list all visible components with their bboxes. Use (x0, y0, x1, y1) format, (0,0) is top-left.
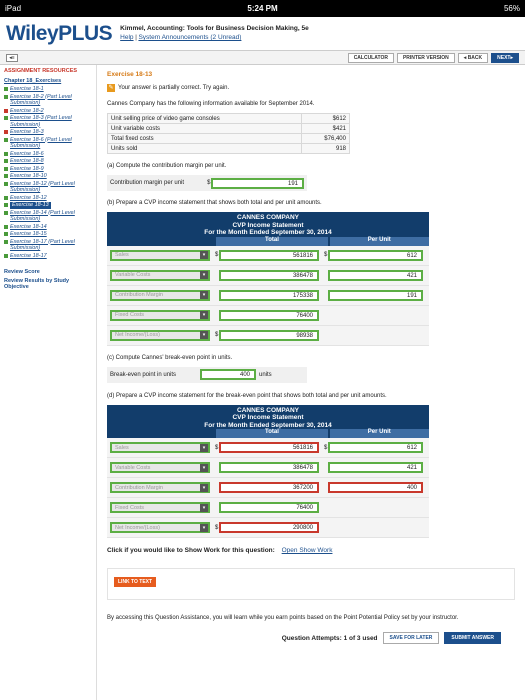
line-item-label: Sales (115, 252, 129, 258)
breakeven-label: Break-even point in units (110, 371, 177, 378)
sidebar-exercise-item[interactable] (4, 129, 92, 136)
statement-row (107, 478, 429, 498)
dropdown-arrow-icon: ▾ (200, 504, 208, 512)
per-unit-cell (324, 250, 423, 261)
line-item-select[interactable] (110, 270, 210, 281)
line-item-label: Contribution Margin (115, 292, 163, 298)
exercise-link[interactable]: Exercise 18-8 (10, 158, 44, 164)
exercise-link[interactable]: Exercise 18-12 (10, 194, 47, 201)
dropdown-arrow-icon: ▾ (200, 464, 208, 472)
assistance-box (107, 568, 515, 600)
per-unit-cell (324, 442, 423, 453)
exercise-link[interactable]: Exercise 18-2 (Part Level Submission) (10, 93, 72, 106)
status-check-icon (4, 211, 8, 215)
total-input[interactable]: 175338 (219, 290, 319, 301)
link-to-text-button[interactable]: LINK TO TEXT (114, 577, 156, 587)
dollar-sign: $ (215, 444, 219, 451)
sidebar-exercise-item[interactable] (4, 151, 92, 158)
separator: | (135, 35, 137, 41)
line-item-label: Contribution Margin (115, 484, 163, 491)
total-cell (215, 330, 319, 341)
sidebar-exercise-item[interactable] (4, 210, 92, 223)
exercise-link[interactable]: Exercise 18-10 (10, 173, 47, 179)
status-check-icon (4, 130, 8, 134)
total-input[interactable]: 98938 (219, 330, 319, 341)
wileyplus-logo[interactable]: WileyPLUS (6, 21, 113, 45)
status-check-icon (4, 232, 8, 236)
status-check-icon (4, 174, 8, 178)
statement-header (107, 405, 429, 430)
sidebar-exercise-item[interactable] (4, 86, 92, 93)
status-check-icon (4, 182, 8, 186)
exercise-link[interactable]: Exercise 18-17 (Part Level Submission) (10, 238, 75, 251)
line-item-select[interactable] (110, 462, 210, 473)
info-label: Units sold (108, 144, 302, 154)
clock: 5:24 PM (247, 4, 278, 13)
statement-row (107, 438, 429, 458)
info-label: Unit variable costs (108, 124, 302, 134)
exercise-link[interactable]: Exercise 18-3 (10, 129, 44, 135)
cvp-statement-d (107, 405, 429, 539)
col-total: Total (216, 237, 327, 246)
part-b-prompt: (b) Prepare a CVP income statement that shows both total and per unit amounts. (107, 200, 322, 206)
cvp-statement-b (107, 212, 429, 346)
show-work-row (107, 547, 515, 554)
line-item-label: Fixed Costs (115, 504, 145, 511)
open-show-work-link[interactable]: Open Show Work (281, 547, 333, 554)
per-unit-input[interactable]: 400 (328, 482, 423, 493)
exercise-link[interactable]: Exercise 18-17 (10, 252, 47, 259)
dropdown-arrow-icon: ▾ (200, 311, 208, 319)
statement-row (107, 286, 429, 306)
line-item-label: Variable Costs (115, 272, 151, 278)
col-total: Total (216, 429, 327, 438)
info-row (108, 124, 350, 134)
statement-name: CVP Income Statement (232, 221, 304, 229)
statement-row (107, 458, 429, 478)
status-check-icon (4, 138, 8, 142)
exercise-link[interactable]: Exercise 18-2 (10, 107, 44, 114)
total-input[interactable]: 386478 (219, 270, 319, 281)
question-panel (97, 65, 525, 700)
sidebar-heading: ASSIGNMENT RESOURCES (4, 68, 78, 74)
collapse-sidebar-icon[interactable]: ◂≡ (6, 54, 18, 62)
statement-row (107, 246, 429, 266)
per-unit-cell (324, 482, 423, 493)
total-input[interactable]: 367200 (219, 482, 319, 493)
given-info-table (107, 113, 350, 154)
course-title: Kimmel, Accounting: Tools for Business Decision Making, 5e (120, 25, 309, 32)
assistance-note: By accessing this Question Assistance, you will learn while you earn points based on the Point Potential Policy set by your instructor. (107, 615, 459, 621)
per-unit-input[interactable]: 421 (328, 462, 423, 473)
exercise-link[interactable]: Exercise 18-6 (Part Level Submission) (10, 136, 72, 149)
total-cell (215, 522, 319, 533)
statement-company: CANNES COMPANY (237, 406, 299, 414)
statement-header (107, 212, 429, 237)
submit-answer-button[interactable]: SUBMIT ANSWER (444, 632, 501, 644)
total-input[interactable]: 561816 (219, 250, 319, 261)
total-cell (215, 270, 319, 281)
per-unit-cell (324, 462, 423, 473)
printer-version-button[interactable]: PRINTER VERSION (397, 53, 455, 63)
status-check-icon (4, 87, 8, 91)
per-unit-input[interactable]: 421 (328, 270, 423, 281)
sidebar-exercise-item[interactable] (4, 202, 92, 209)
total-input[interactable]: 561816 (219, 442, 319, 453)
statement-row (107, 498, 429, 518)
footer-bar (107, 632, 515, 644)
part-d-prompt: (d) Prepare a CVP income statement for the break-even point that shows both total and per unit amounts. (107, 392, 387, 399)
total-cell (215, 250, 319, 261)
cm-answer-row (107, 175, 307, 191)
line-item-select[interactable] (110, 522, 210, 533)
line-item-select[interactable] (110, 442, 210, 453)
total-cell (215, 482, 319, 493)
info-value: 918 (301, 144, 349, 154)
calculator-button[interactable]: CALCULATOR (348, 53, 394, 63)
back-button[interactable]: ◂ BACK (458, 53, 488, 63)
part-c-prompt: (c) Compute Cannes' break-even point in units. (107, 354, 233, 361)
partial-correct-message (107, 84, 515, 92)
info-row (108, 114, 350, 124)
sidebar-exercise-item[interactable] (4, 224, 92, 231)
total-input[interactable]: 76400 (219, 310, 319, 321)
exercise-title: Exercise 18-13 (107, 71, 153, 78)
statement-period: For the Month Ended September 30, 2014 (204, 229, 332, 236)
dropdown-arrow-icon: ▾ (200, 251, 208, 259)
statement-columns (107, 237, 429, 246)
exercise-link[interactable]: Exercise 18-15 (10, 231, 47, 237)
sidebar-exercise-item[interactable] (4, 94, 92, 107)
total-input[interactable]: 386478 (219, 462, 319, 473)
review-score-link[interactable]: Review Score (4, 269, 40, 275)
per-unit-cell (324, 290, 423, 301)
exercise-link[interactable]: Exercise 18-14 (10, 223, 47, 230)
exercise-link[interactable]: Exercise 18-9 (10, 165, 44, 172)
sidebar-exercise-item[interactable] (4, 253, 92, 260)
line-item-select[interactable] (110, 502, 210, 513)
part-a-prompt: (a) Compute the contribution margin per unit. (107, 163, 227, 169)
dollar-sign: $ (215, 332, 219, 338)
info-label: Unit selling price of video game consoles (108, 114, 302, 124)
status-check-icon (4, 203, 8, 207)
status-check-icon (4, 109, 8, 113)
total-input[interactable]: 76400 (219, 502, 319, 513)
per-unit-input[interactable]: 612 (328, 442, 423, 453)
course-info (120, 24, 309, 43)
toolbar (0, 51, 525, 65)
status-bar (0, 0, 525, 17)
dropdown-arrow-icon: ▾ (200, 524, 208, 532)
info-value: $612 (301, 114, 349, 124)
sidebar-exercise-item[interactable] (4, 231, 92, 238)
dollar-sign: $ (207, 180, 211, 186)
attempts-counter: Question Attempts: 1 of 3 used (281, 634, 378, 642)
announcements-link[interactable]: System Announcements (2 Unread) (138, 34, 242, 41)
status-check-icon (4, 95, 8, 99)
cm-input[interactable]: 191 (211, 178, 305, 189)
exercise-link[interactable]: Exercise 18-14 (Part Level Submission) (10, 209, 75, 222)
line-item-select[interactable] (110, 310, 210, 321)
next-button[interactable]: NEXT▸ (491, 53, 519, 63)
col-per-unit: Per Unit (330, 237, 429, 246)
exercise-link[interactable]: Exercise 18-12 (Part Level Submission) (10, 180, 75, 193)
sidebar-exercise-item[interactable] (4, 166, 92, 173)
status-check-icon (4, 225, 8, 229)
sidebar-exercise-item[interactable] (4, 173, 92, 180)
per-unit-input[interactable]: 191 (328, 290, 423, 301)
sidebar-exercise-item[interactable] (4, 158, 92, 165)
pencil-icon: ✎ (108, 85, 114, 91)
status-check-icon (4, 196, 8, 200)
info-value: $421 (301, 124, 349, 134)
sidebar-exercise-item[interactable] (4, 239, 92, 252)
line-item-label: Net Income/(Loss) (115, 332, 160, 338)
line-item-label: Fixed Costs (115, 312, 145, 318)
dollar-sign: $ (324, 444, 328, 451)
problem-intro: Cannes Company has the following information available for September 2014. (107, 101, 315, 107)
exercise-link[interactable]: Exercise 18-3 (Part Level Submission) (10, 115, 72, 128)
review-results-link[interactable]: Review Results by Study Objective (4, 278, 70, 290)
line-item-label: Sales (115, 444, 129, 451)
device-label: iPad (5, 4, 22, 13)
status-check-icon (4, 152, 8, 156)
line-item-label: Variable Costs (115, 464, 151, 471)
statement-company: CANNES COMPANY (237, 214, 299, 221)
status-check-icon (4, 254, 8, 258)
line-item-select[interactable] (110, 250, 210, 261)
line-item-select[interactable] (110, 482, 210, 493)
sidebar-exercise-item[interactable] (4, 115, 92, 128)
statement-name: CVP Income Statement (232, 414, 304, 421)
total-cell (215, 310, 319, 321)
info-row (108, 134, 350, 144)
exercise-link[interactable]: Exercise 18-1 (10, 86, 44, 92)
col-per-unit: Per Unit (330, 429, 429, 438)
total-cell (215, 290, 319, 301)
help-link[interactable]: Help (120, 34, 134, 41)
app-header (0, 17, 525, 51)
line-item-select[interactable] (110, 290, 210, 301)
info-label: Total fixed costs (108, 134, 302, 144)
dropdown-arrow-icon: ▾ (200, 484, 208, 492)
dropdown-arrow-icon: ▾ (200, 291, 208, 299)
statement-columns (107, 429, 429, 438)
sidebar-exercise-item[interactable] (4, 181, 92, 194)
chapter-link[interactable]: Chapter 18_Exercises (4, 78, 62, 84)
info-row (108, 144, 350, 154)
exercise-list (4, 86, 92, 259)
sidebar-exercise-item[interactable] (4, 137, 92, 150)
cm-label: Contribution margin per unit (110, 180, 185, 186)
sidebar-exercise-item[interactable] (4, 195, 92, 202)
per-unit-cell (324, 270, 423, 281)
units-label: units (259, 371, 272, 378)
statement-row (107, 306, 429, 326)
dollar-sign: $ (215, 252, 219, 258)
status-check-icon (4, 116, 8, 120)
statement-row (107, 266, 429, 286)
dropdown-arrow-icon: ▾ (200, 331, 208, 339)
statement-row (107, 518, 429, 538)
statement-row (107, 326, 429, 346)
exercise-link[interactable]: Exercise 18-13 (12, 202, 49, 208)
line-item-label: Net Income/(Loss) (115, 524, 160, 531)
per-unit-input[interactable]: 612 (328, 250, 423, 261)
breakeven-input[interactable]: 400 (200, 369, 256, 380)
save-for-later-button[interactable]: SAVE FOR LATER (383, 632, 440, 644)
dropdown-arrow-icon: ▾ (200, 444, 208, 452)
dropdown-arrow-icon: ▾ (200, 271, 208, 279)
sidebar-exercise-item[interactable] (4, 108, 92, 115)
partial-text: Your answer is partially correct. Try again. (118, 85, 230, 91)
total-cell (215, 442, 319, 453)
exercise-link[interactable]: Exercise 18-6 (10, 150, 44, 157)
breakeven-row (107, 367, 307, 383)
info-value: $76,400 (301, 134, 349, 144)
total-cell (215, 462, 319, 473)
total-cell (215, 502, 319, 513)
statement-period: For the Month Ended September 30, 2014 (204, 421, 332, 429)
show-work-prompt: Click if you would like to Show Work for this question: (107, 547, 275, 554)
dollar-sign: $ (215, 524, 219, 531)
sidebar (0, 65, 97, 700)
status-check-icon (4, 167, 8, 171)
status-check-icon (4, 240, 8, 244)
dollar-sign: $ (324, 252, 328, 258)
battery-level: 56% (503, 4, 520, 13)
line-item-select[interactable] (110, 330, 210, 341)
total-input[interactable]: 290800 (219, 522, 319, 533)
status-check-icon (4, 159, 8, 163)
